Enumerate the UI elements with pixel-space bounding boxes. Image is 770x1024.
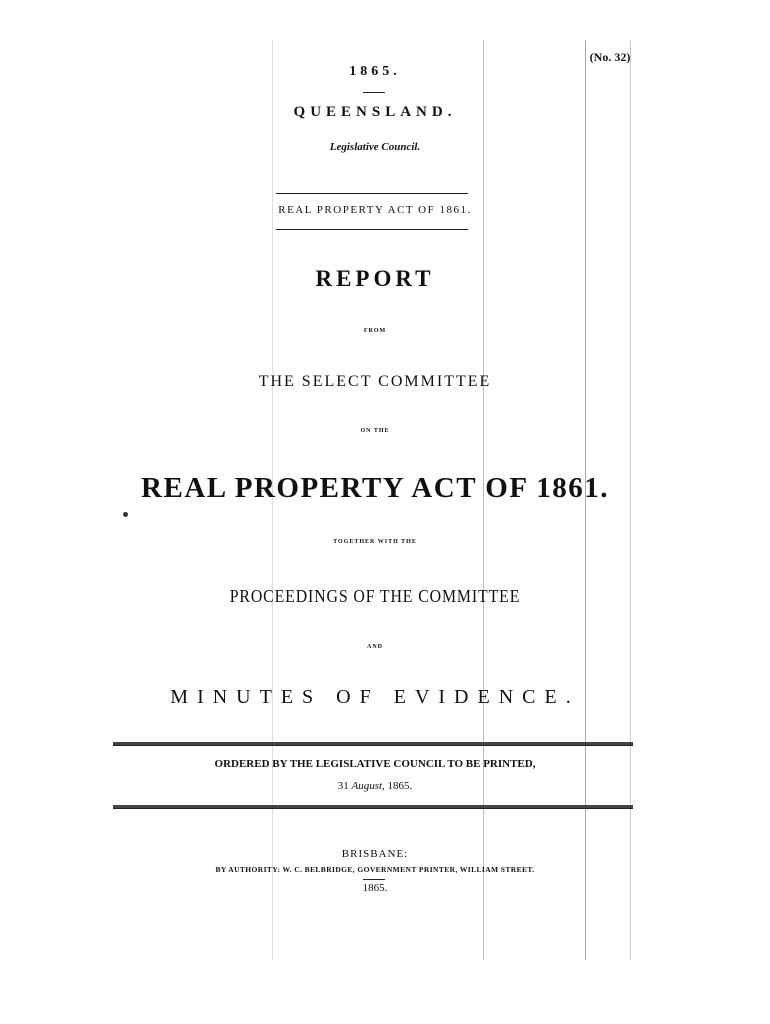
minutes-line: MINUTES OF EVIDENCE. (170, 686, 580, 708)
order-date-month: August, (351, 780, 385, 792)
ink-speck (123, 512, 128, 517)
imprint-place: BRISBANE: (341, 848, 409, 860)
order-date-year: 1865. (387, 780, 413, 792)
proceedings-line: PROCEEDINGS OF THE COMMITTEE (229, 586, 521, 606)
report-title: REPORT (315, 266, 435, 291)
act-heading: REAL PROPERTY ACT OF 1861. (278, 204, 472, 216)
imprint-rule (363, 879, 385, 880)
imprint-printer: BY AUTHORITY: W. C. BELBRIDGE, GOVERNMENT PRINTER, WILLIAM STREET. (215, 865, 535, 874)
act-title: REAL PROPERTY ACT OF 1861. (141, 472, 609, 504)
order-date-day: 31 (337, 780, 349, 792)
order-text: ORDERED BY THE LEGISLATIVE COUNCIL TO BE PRINTED, (214, 758, 536, 770)
act-bottom-rule (276, 229, 468, 230)
imprint-year: 1865. (362, 882, 388, 894)
order-top-rule (113, 742, 633, 746)
year-rule (363, 92, 385, 93)
colony-name: QUEENSLAND. (293, 104, 457, 120)
order-bottom-rule (113, 805, 633, 809)
and-label: AND (367, 644, 383, 650)
on-the-label: ON THE (360, 428, 390, 434)
document-year: 1865. (349, 64, 401, 79)
from-label: FROM (363, 328, 387, 334)
document-number: (No. 32) (589, 50, 631, 64)
committee-line: THE SELECT COMMITTEE (258, 373, 492, 390)
order-date (300, 780, 450, 792)
together-label: TOGETHER WITH THE (333, 539, 417, 545)
chamber-name: Legislative Council. (329, 141, 421, 153)
act-top-rule (276, 193, 468, 194)
